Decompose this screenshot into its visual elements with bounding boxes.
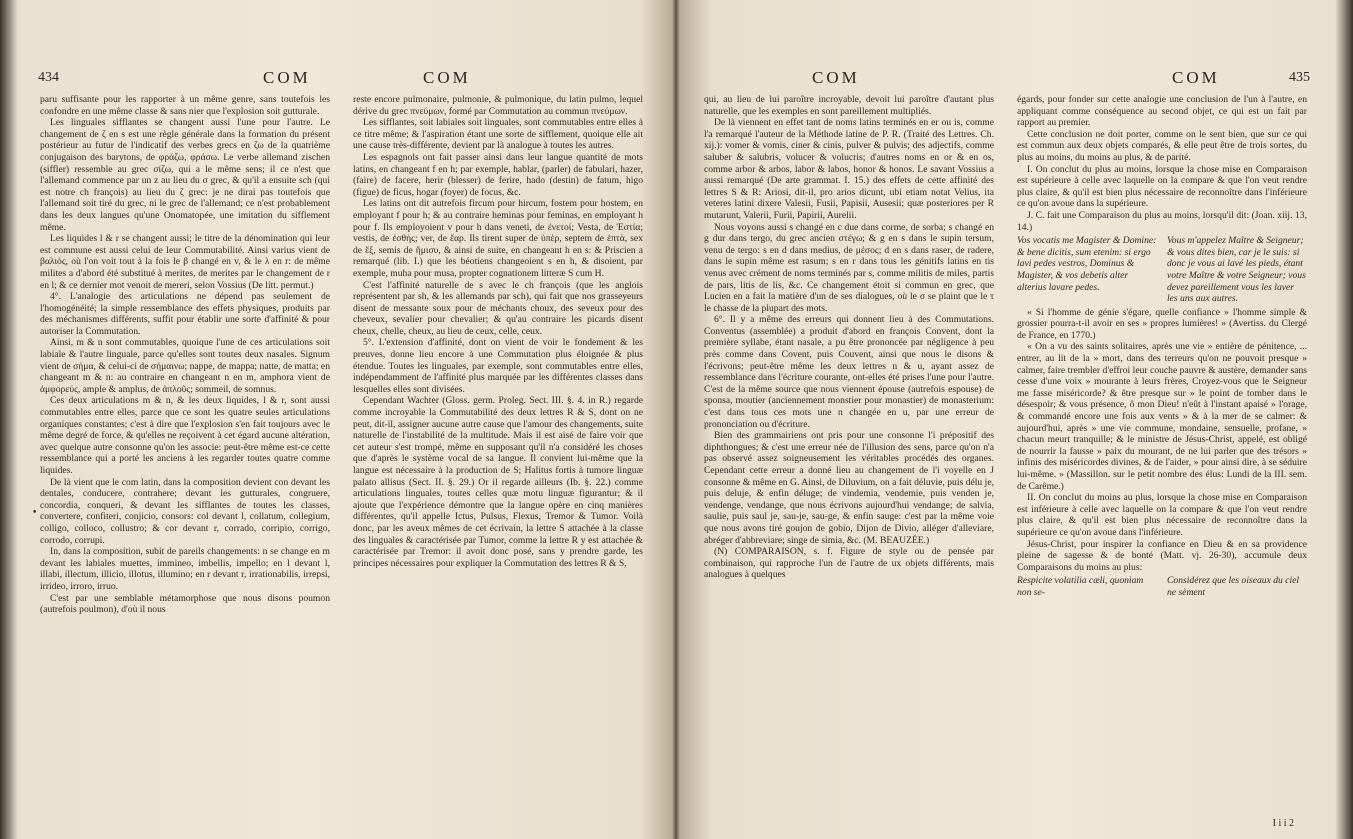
paragraph: Les sifflantes, soit labiales soit linguales, sont commutables entre elles à ce titre même; & l'aspiration étant une sorte de sifflement, quoique elle ait une cause très-différente, devient par là analogue à toutes les autres.: [353, 117, 643, 152]
left-page-number: 434: [38, 70, 59, 85]
right-page-number: 435: [1289, 70, 1310, 85]
right-page-header: [682, 68, 1334, 92]
quote-french: Vous m'appelez Maître & Seigneur; & vous dites bien, car je le suis: si donc je vous ai lavé les pieds, étant votre Maître & votre Seigneur; vous devez pareillement vous les laver les uns aux autres.: [1167, 235, 1306, 305]
paragraph: J. C. fait une Comparaison du plus au moins, lorsqu'il dit: (Joan. xiij. 13, 14.): [1017, 209, 1307, 233]
paragraph: paru suffisante pour les rapporter à un même genre, sans toutefois les confondre en une même classe & sans nier que l'explosion soit gutturale.: [40, 94, 330, 117]
paragraph: In, dans la composition, subit de pareils changements: n se change en m devant les labiales muettes, immineo, imbellis, impello; en l devant l, illabi, illectum, illicio, illotus, illumino; en r devant r, irrationabilis, irrepsi, irrideo, irroro, irruo.: [40, 546, 330, 592]
margin-mark: •: [32, 508, 38, 518]
right-page: [682, 0, 1334, 839]
paragraph: De là viennent en effet tant de noms latins terminés en er ou is, comme l'a remarqué l'auteur de la Méthode latine de P. R. (Traité des Lettres. Ch. xij.): vomer & vomis, ciner & cinis, pulver & pulvis; des adjectifs, comme saluber & salubris, volucer & volucris; d'autres noms en or & en os, comme arbor & arbos, labor & labos, honor & honos. Le savant Vossius a aussi remarqué (De arte grammat. I. 15.) des effets de cette affinité des lettres S & R: Ariosi, dit-il, pro arios dicunt, ubi etiam notat Velius, ita veteres latini dixere Valesii, Fusii, Papisii, Ausesii; quæ posteriores per R mutarunt, Valerii, Furii, Papirii, Aurelii.: [704, 117, 994, 221]
parallel-quote: [1017, 235, 1307, 305]
right-running-head-1: COM: [812, 68, 860, 87]
paragraph: Ainsi, m & n sont commutables, quoique l'une de ces articulations soit labiale & l'autre linguale, parce qu'elles sont toutes deux nasales. Signum vient de σήμα, & celui-ci de σήμαινω; nappe, de mappa; natte, de matta; en changeant m & n: au contraire en changeant n en m, amphora vient de ἀμφορεύς, ample & amplus, de ἀπλοῦς; sommeil, de somnus.: [40, 337, 330, 395]
parallel-quote-bottom: [1017, 575, 1307, 598]
paragraph: « On a vu des saints solitaires, après une vie » entière de pénitence, ... entrer, au lit de la » mort, dans des terreurs qu'on ne pouvoit presque » calmer, faire trembler d'effroi leur couche pauvre & austère, demander sans cesse d'une voix » mourante à leurs frères, Croyez-vous que le Seigneur me fasse miséricorde? & être presque sur » le point de tomber dans le désespoir; & vous présence, ô mon Dieu! n'eût à l'instant apaisé » l'orage, & commandé encore une fois aux vents » & à la mer de se calmer: & aujourd'hui, après » une vie commune, mondaine, sensuelle, profane, » chacun meurt tranquille; & le ministre de Jésus-Christ, appelé, est obligé de nourrir la fausse » paix du mourant, de ne lui parler que des trésors » infinis des miséricordes divines, & de l'aider, » pour ainsi dire, à se séduire lui-même. » (Massillon. sur le petit nombre des élus: Lundi de la III. sem. de Carême.): [1017, 341, 1307, 492]
paragraph: Bien des grammairiens ont pris pour une consonne l'i prépositif des diphthongues; & c'est une erreur née de l'illusion des sens, parce qu'on n'a pas observé assez soigneusement les véritables procédés des organes. Cependant cette erreur a donné lieu au changement de l'i voyelle en J consonne & même en G. Ainsi, de Diluvium, on a fait déluvie, puis délu je, puis deluje, & enfin déluge; de vindemia, vendemie, puis venden je, vendenge, vendange, que nous écrivons aujourd'hui vendange; de salvia, saulie, puis saul je, sau-je, sau-ge, & enfin sauge: c'est par la même voie que nous avons tiré goujon de gobio, Dijon de Divio, alléger d'alleviare, abréger d'abbreviare; singe de simia, &c. (M. BEAUZÉE.): [704, 430, 994, 546]
paragraph: Nous voyons aussi s changé en c due dans corme, de sorba; s changé en g dur dans tergo, du grec ancien στέγω; & g en s dans le supin tersum, venu de tergo: s en d dans medius, de μέσος; d en s dans raser, de radere, dans le supin même est rasum; s en r dans tous les génitifs latins en tis venus avec crément de noms terminés par s, comme militis de miles, partis de pars, litis de lis, &c. Ce changement étoit si commun en grec, que Lucien en a fait la matière d'un de ses dialogues, où le σ se plaint que le τ le chasse de la plupart des mots.: [704, 221, 994, 314]
paragraph: 5°. L'extension d'affinité, dont on vient de voir le fondement & les preuves, donne lieu encore à une Commutation plus éloignée & plus étendue. Toutes les linguales, par exemple, sont commutables entre elles, indépendamment de l'affinité plus marquée par les différentes classes dans lesquelles elles sont divisées.: [353, 337, 643, 395]
paragraph: Les liquides l & r se changent aussi; le titre de la dénomination qui leur est commune est aussi celui de leur Commutabilité. Ainsi varius vient de βαλιός, où l'on voit tout à la fois le β changé en v, & le λ en r: de même milites a d'abord été substitué à merites, de merites par le changement de r en l; & ce dernier mot venoit de mereri, selon Vossius (De litt. permut.): [40, 233, 330, 291]
paragraph: II. On conclut du moins au plus, lorsque la chose mise en Comparaison est inférieure à celle avec laquelle on la compare & que l'on veut rendre plus claire, & qu'il est bien plus nécessaire de reconnoître dans la supérieure ce qu'on avoue dans l'inférieure.: [1017, 492, 1307, 538]
paragraph: Cependant Wachter (Gloss. germ. Proleg. Sect. III. §. 4. in R.) regarde comme incroyable la Commutabilité des deux lettres R & S, dont on ne peut, dit-il, assigner aucune autre cause que l'amour des changements, suite naturelle de l'instabilité de la multitude. Mais il est aisé de faire voir que cet auteur s'est trompé, même en supposant qu'il n'a considéré les choses que d'après le système vocal de sa langue. Il convient lui-même que la langue est nécessaire à la production de S; Halitus fortis à tumore linguæ palato allisus (Sect. II. §. 29.) Or il regarde ailleurs (Ib. §. 22.) comme articulations linguales, toutes celles quæ motu linguæ figurantur; & il ajoute que l'expérience démontre que la langue opère en cinq manières différentes, qu'il appelle Ictus, Pulsus, Flexus, Tremor & Tumor. Voilà donc, par les aveux mêmes de cet écrivain, la lettre S attachée à la classe des linguales & caractérisée par Tumor, comme la lettre R y est attachée & caractérisée par Tremor: il avoit donc posé, sans y prendre garde, les principes nécessaires pour expliquer la Commutation des lettres R & S,: [353, 395, 643, 569]
left-running-head-2: COM: [423, 68, 471, 87]
left-page: [18, 0, 670, 839]
quote-latin: Vos vocatis me Magister & Domine: & bene dicitis, sum etenim: si ergo lavi pedes vestros, Dominus & Magister, & vos debetis alter alterius lavare pedes.: [1017, 235, 1157, 293]
paragraph: Les latins ont dit autrefois fircum pour hircum, fostem pour hostem, en employant f pour h; & au contraire heminas pour feminas, en employant h pour f. Ils employoient v pour h dans veneti, de ἐνετοί; Vesta, de Ἑστία; vestis, de ἐσθής; ver, de ἔαρ. Ils tirent super de ὑπὲρ, septem de ἑπτὰ, sex de ἕξ, semis de ἥμισυ, & ainsi de suite, en changeant h en s: & Priscien a remarqué (lib. I.) que les béotiens changeoient s en h, & disoient, par exemple, muha pour musa, propter cognationem litteræ S cum H.: [353, 198, 643, 279]
paragraph: Les linguales sifflantes se changent aussi l'une pour l'autre. Le changement de ζ en s est une règle générale dans la formation du présent postérieur au futur de l'indicatif des verbes grecs en ζω de la quatrième conjugaison des barytons, de φράζω, φράσω. Le verbe allemand zischen (siffler) ressemble au grec σίζω, qui a le même sens; il ce n'est que l'allemand commence par un z au lieu du σ grec, & qu'il a ensuite sch (qui est notre ch françois) au lieu du ζ grec: je ne dirai pas toutefois que l'allemand soit tiré du grec, ni le grec de l'allemand; ce n'est probablement dans les deux langues qu'une Onomatopée, une imitation du sifflement même.: [40, 117, 330, 233]
paragraph: qui, au lieu de lui paroître incroyable, devoit lui paroître d'autant plus naturelle, que les exemples en sont pareillement multipliés.: [704, 94, 994, 117]
paragraph: Cette conclusion ne doit porter, comme on le sent bien, que sur ce qui est commun aux deux objets comparés, & elle peut être de trois sortes, du plus au moins, du moins au plus, & de parité.: [1017, 128, 1307, 163]
paragraph: 4°. L'analogie des articulations ne dépend pas seulement de l'homogénéité; la simple ressemblance des effets physiques, produits par des méchanismes différents, suffit pour établir une sorte d'affinité & pour autoriser la Commutation.: [40, 291, 330, 337]
left-running-head-1: COM: [263, 68, 311, 87]
paragraph: De là vient que le com latin, dans la composition devient con devant les dentales, conducere, contrahere; devant les gutturales, congruere, concordia, conqueri, & devant les sifflantes de toutes les classes, convertere, confiteri, conjicio, consors: col devant l, collatum, collegium, colligo, colloco, collustro; & cor devant r, corrado, corripio, corrigo, corrodo, corrupi.: [40, 476, 330, 546]
paragraph: C'est par une semblable métamorphose que nous disons poumon (autrefois poulmon), d'où il nous: [40, 592, 330, 616]
paragraph: « Si l'homme de génie s'égare, quelle confiance » l'homme simple & grossier pourra-t-il avoir en ses » propres lumières! » (Avertiss. du Clergé de France, en 1770.): [1017, 306, 1307, 341]
right-running-head-2: COM: [1172, 68, 1220, 87]
paragraph: Ces deux articulations m & n, & les deux liquides, l & r, sont aussi commutables entre elles, parce que ce sont les quatre seules articulations organiques constantes; c'est à dire que l'explosion s'en fait toujours avec le même degré de force, & qu'elles ne reçoivent à cet égard aucune altération, avec quelque autre consonne qu'on les associe: peut-être même est-ce cette ressemblance qui a porté les anciens à les regarder toutes quatre comme liquides.: [40, 395, 330, 476]
bottom-latin: Respicite volatilia cæli, quoniam non se-: [1017, 575, 1144, 598]
left-column-2: [353, 94, 643, 834]
signature-mark: I i i 2: [1272, 818, 1294, 829]
paragraph: reste encore pulmonaire, pulmonie, & pulmonique, du latin pulmo, lequel dérive du grec πνεύμων, formé par Commutation au commun πνεύμων.: [353, 94, 643, 117]
right-column-1: [704, 94, 994, 834]
right-column-2: [1017, 94, 1307, 834]
paragraph: 6°. Il y a même des erreurs qui donnent lieu à des Commutations. Conventus (assemblée) a produit d'abord en françois Convent, dont la première syllabe, étant nasale, a pu être prononcée par négligence à peu près comme dans Covent, puis Couvent, ainsi que nous le disons & l'écrivons; peut-être même les deux lettres n & u, ayant assez de ressemblance dans l'écriture courante, ont-elles été prises l'une pour l'autre. C'est de la même source que nous viennent épouse (autrefois espouse) de sponsa, moutier (anciennement monstier pour monastier) de monasterium: c'est dans tous ces mots une n changée en u, par une erreur de prononciation ou d'écriture.: [704, 314, 994, 430]
bottom-french: Considérez que les oiseaux du ciel ne sèment: [1167, 575, 1300, 598]
paragraph: Jésus-Christ, pour inspirer la confiance en Dieu & en sa providence pleine de sagesse & de bonté (Matt. vj. 26-30), accumule deux Comparaisons du moins au plus:: [1017, 538, 1307, 573]
paragraph: Les espagnols ont fait passer ainsi dans leur langue quantité de mots latins, en changeant f en h; par exemple, hablar, (parler) de fabulari, hazer, (faire) de facere, herir (blesser) de ferire, hado (destin) de fatum, higo (figue) de ficus, hogar (foyer) de focus, &c.: [353, 151, 643, 198]
paragraph: (N) COMPARAISON, s. f. Figure de style ou de pensée par combinaison, qui rapproche l'un de l'autre de ux objets différents, mais analogues à quelques: [704, 546, 994, 581]
left-page-header: [18, 68, 670, 92]
left-column-1: [40, 94, 330, 834]
paragraph: C'est l'affinité naturelle de s avec le ch françois (que les anglois représentent par sh, & les allemands par sch), qui fait que nos grasseyeurs disent de messante soux pour de méchants choux, des seveux pour des cheveux, sevalier pour chevalier; & qu'au contraire les picards disent cheux, chelle, cheux, au lieu de ceux, celle, ceux.: [353, 279, 643, 337]
paragraph: I. On conclut du plus au moins, lorsque la chose mise en Comparaison est supérieure à celle avec laquelle on la compare & que l'on veut rendre plus claire, & qu'il est bien plus nécessaire de reconnoître dans l'inférieure ce qu'on avoue dans la supérieure.: [1017, 163, 1307, 210]
paragraph: égards, pour fonder sur cette analogie une conclusion de l'un à l'autre, en appliquant comme conséquence au second objet, ce qui est un fait par rapport au premier.: [1017, 94, 1307, 129]
